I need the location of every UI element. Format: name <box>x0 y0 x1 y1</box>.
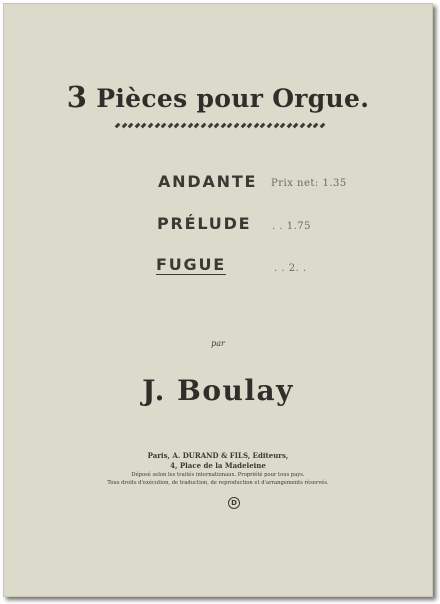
piece-title-fugue: FUGUE <box>156 255 226 274</box>
page-title <box>4 80 432 114</box>
byline: par <box>211 339 225 348</box>
piece-title-prelude: PRÉLUDE <box>157 214 252 233</box>
copyright-line: Déposé selon les traités internationaux. Propriété pour tous pays. <box>131 472 305 478</box>
score-cover-page <box>3 3 433 597</box>
piece-price-andante: Prix net: 1.35 <box>271 178 347 189</box>
publisher-address: 4, Place de la Madeleine <box>170 461 266 470</box>
rights-line: Tous droits d'exécution, de traduction, de reproduction et d'arrangements réservés. <box>107 480 329 486</box>
piece-price-fugue: . . 2. . <box>274 263 307 274</box>
publisher-plate-mark: D <box>228 497 240 509</box>
piece-title-andante: ANDANTE <box>158 172 258 191</box>
piece-price-prelude: . . 1.75 <box>272 221 311 232</box>
composer-name: J. Boulay <box>142 374 294 407</box>
title-text: Pièces pour Orgue. <box>96 84 370 113</box>
publisher-line: Paris, A. DURAND & FILS, Editeurs, <box>147 451 289 460</box>
ornament-divider <box>116 122 324 130</box>
title-number: 3 <box>66 80 88 114</box>
